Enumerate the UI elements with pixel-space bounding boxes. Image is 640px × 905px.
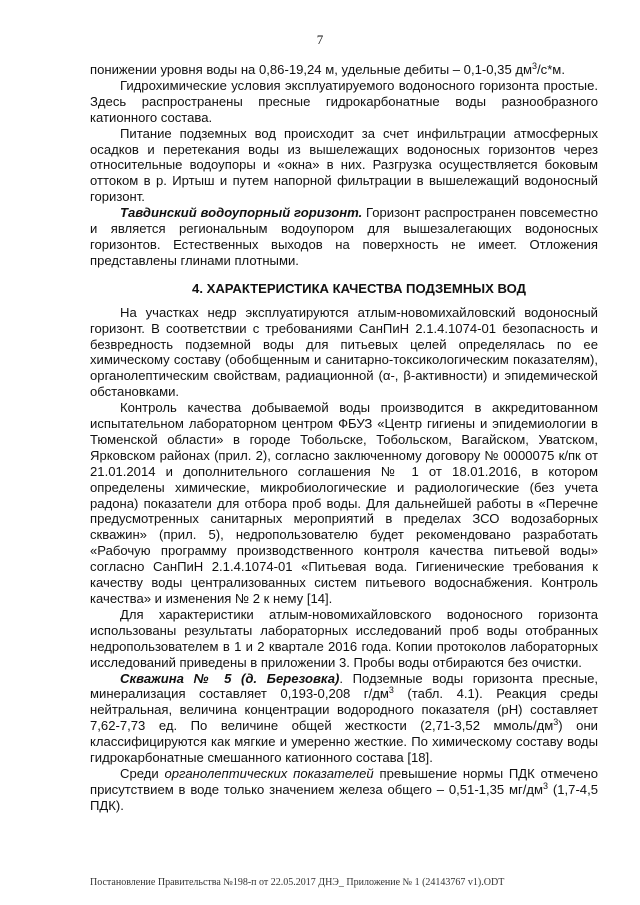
paragraph-text: превышение нормы ПДК отмечено присутствием в воде только значением железа общего – 0,51-1,35 мг/дм <box>90 765 598 797</box>
paragraph-quality-control: Контроль качества добываемой воды производится в аккредитованном испытательном лабораторном центром ФБУЗ «Центр гигиены и эпидемиологии в Тюменской области» в городе Тобольске, Тобольском, Вагайском, Уватском, Ярковском районах (прил. 2), согласно заключенному договору № 0000075 к/пк от 21.01.2014 и дополнительного соглашения № 1 от 18.01.2016, в котором определены химические, микробиологические и радиологические (без учета радона) показатели для отбора проб воды. Для дальнейшей работы в «Перечне предусмотренных санитарных мероприятий в пределах ЗСО водозаборных скважин» (прил. 5), недропользователю будет рекомендовано разработать «Рабочую программу производственного контроля качества питьевой воды» согласно СанПиН 2.1.4.1074-01 «Питьевая вода. Гигиенические требования к качеству воды централизованных систем питьевого водоснабжения. Контроль качества» и изменения № 2 к нему [14]. <box>90 400 598 606</box>
paragraph-hydrochemistry: Гидрохимические условия эксплуатируемого водоносного горизонта простые. Здесь распространены пресные гидрокарбонатные воды разнообразного катионного состава. <box>90 77 598 125</box>
page-number: 7 <box>316 32 324 47</box>
well-title: Скважина № 5 (д. Березовка) <box>120 670 340 686</box>
paragraph-text: понижении уровня воды на 0,86-19,24 м, удельные дебиты – 0,1-0,35 дм <box>90 62 533 77</box>
paragraph-text: (табл. 4.1). Реакция среды нейтральная, величина концентрации водородного показателя (pH) составляет 7,62-7,73 ед. По величине общей жесткости (2,71-3,52 ммоль/дм <box>90 686 598 734</box>
paragraph-lab-results: Для характеристики атлым-новомихайловского водоносного горизонта использованы результаты лабораторных исследований проб воды отобранных недропользователем в 1 и 2 квартале 2016 года. Копии протоколов лабораторных исследований приведены в приложении 3. Пробы воды отбираются без очистки. <box>90 606 598 670</box>
paragraph-tavdinsky <box>90 205 598 269</box>
horizon-title: Тавдинский водоупорный горизонт. <box>120 205 363 221</box>
superscript: 3 <box>532 61 538 71</box>
emphasis: органолептических показателей <box>164 765 374 781</box>
paragraph-aquifer: На участках недр эксплуатируются атлым-новомихайловский водоносный горизонт. В соответствии с требованиями СанПиН 2.1.4.1074-01 безопасность и безвредность подземной воды для питьевых целей определялась по ее химическому составу (обобщенным и санитарно-токсикологическим показателям), органолептическим свойствам, радиационной (α-, β-активности) и эпидемической обстановками. <box>90 304 598 400</box>
section-heading: 4. ХАРАКТЕРИСТИКА КАЧЕСТВА ПОДЗЕМНЫХ ВОД <box>192 280 526 296</box>
paragraph-well-5 <box>90 671 598 766</box>
superscript: 3 <box>543 780 549 791</box>
document-body <box>90 62 598 814</box>
superscript: 3 <box>553 717 559 728</box>
paragraph-text: ) они классифицируются как мягкие и умеренно жесткие. По химическому составу воды гидрокарбонатные смешанного катионного состава [18]. <box>90 718 598 766</box>
paragraph-text: Горизонт распространен повсеместно и является региональным водоупором для вышезалегающих водоносных горизонтов. Естественных выходов на поверхность не имеет. Отложения представлены глинами плотными. <box>90 205 598 268</box>
paragraph-organoleptic <box>90 766 598 814</box>
paragraph-text: . Подземные воды горизонта пресные, минерализация составляет 0,193-0,208 г/дм <box>90 670 598 702</box>
superscript: 3 <box>388 685 394 696</box>
paragraph-text: Среди <box>120 765 165 781</box>
page-footer: Постановление Правительства №198-п от 22.05.2017 ДНЭ_ Приложение № 1 (24143767 v1).ODT <box>90 877 505 888</box>
paragraph-text: (1,7-4,5 ПДК). <box>90 781 599 813</box>
paragraph-recharge: Питание подземных вод происходит за счет инфильтрации атмосферных осадков и перетекания воды из вышележащих водоносных горизонтов через относительные водоупоры и «окна» в них. Разгрузка осуществляется боковым оттоком в р. Иртыш и путем напорной фильтрации в вышележащий водоносный горизонт. <box>90 125 598 205</box>
paragraph-drawdown <box>90 62 598 78</box>
paragraph-text: /с*м. <box>537 62 565 77</box>
